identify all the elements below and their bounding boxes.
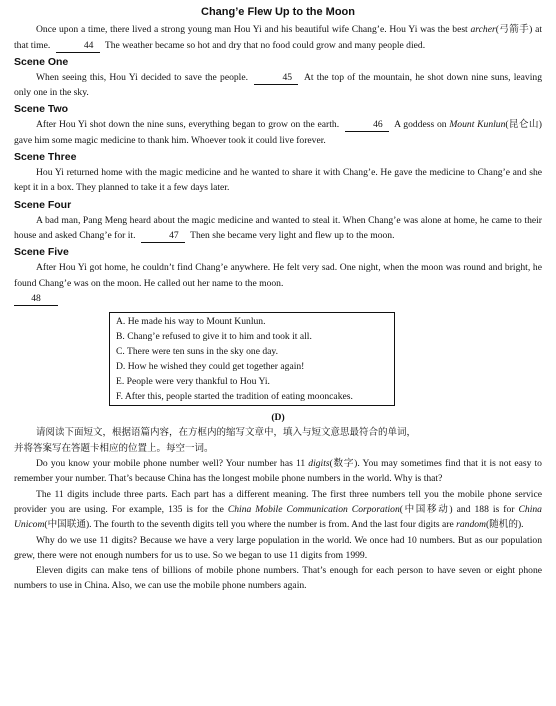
option-e: E. People were very thankful to Hou Yi. bbox=[116, 376, 270, 388]
option-d: D. How he wished they could get together again! bbox=[116, 361, 305, 373]
story-title: Chang’e Flew Up to the Moon bbox=[201, 6, 355, 18]
scene-four-heading: Scene Four bbox=[14, 198, 72, 211]
instruction-line-1: 请阅读下面短文，根据语篇内容，在方框内的缩写文章中，填入与短文意思最符合的单词， bbox=[36, 427, 417, 439]
options-box bbox=[109, 312, 395, 406]
article-p2-italic-random: random bbox=[456, 519, 486, 531]
article-paragraph-4: Eleven digits can make tens of billions of mobile phone numbers. That’s enough for each person to have seven or eight phone numbers to use in China. Also, we can use the mobile phone numbers again. bbox=[14, 565, 542, 592]
scene-one-text-1: When seeing this, Hou Yi decided to save the people. bbox=[36, 71, 249, 83]
option-a: A. He made his way to Mount Kunlun. bbox=[116, 316, 266, 328]
scene-two-text-1: After Hou Yi shot down the nine suns, everything began to grow on the earth. bbox=[36, 119, 340, 131]
answer-blank-46[interactable]: 46 bbox=[345, 119, 389, 132]
article-paragraph-3: Why do we use 11 digits? Because we have a very large population in the world. We once had 10 numbers. But as our population grew, there were not enough numbers for us to use. So we began to use 11 digits from 1999. bbox=[14, 534, 542, 561]
article-p2-italic-china-unicom: China Unicom bbox=[14, 503, 542, 531]
scene-four-text-2: Then she became very light and flew up to the moon. bbox=[190, 229, 395, 241]
scene-three-paragraph: Hou Yi returned home with the magic medicine and he wanted to share it with Chang’e. He gave the medicine to Chang’e and she kept it in a box. They planned to take it a few days later. bbox=[14, 167, 542, 194]
article-p1-text-b: (数字). You may sometimes find that it is not easy to remember your number. That’s because China has the longest mobile phone numbers in the world. Why is that? bbox=[14, 458, 542, 485]
scene-two-paragraph bbox=[14, 117, 542, 148]
article-p2-text-c: (中国联通). The fourth to the seventh digits tell you where the number is from. And the last four digits are bbox=[44, 519, 457, 531]
intro-italic-archer: archer bbox=[470, 24, 496, 36]
scene-four-text-1: A bad man, Pang Meng heard about the magic medicine and wanted to steal it. When Chang’e was alone at home, he came to their house and asked Chang’e for it. bbox=[14, 214, 542, 241]
scene-five-blank-line bbox=[14, 291, 542, 306]
article-p2-italic-china-mobile: China Mobile Communication Corporation bbox=[227, 503, 400, 515]
article-p2-text-d: (随机的). bbox=[485, 519, 524, 531]
scene-three-heading: Scene Three bbox=[14, 151, 77, 164]
answer-blank-47[interactable]: 47 bbox=[141, 230, 185, 243]
scene-two-text-2: A goddess on bbox=[394, 119, 450, 131]
article-p2-text-a: The 11 digits include three parts. Each part has a different meaning. The first three numbers tell you the mobile phone service provider you are using. For example, 135 is for the bbox=[14, 488, 542, 515]
intro-text-3: The weather became so hot and dry that no food could grow and many people died. bbox=[104, 39, 426, 51]
article-paragraph-1 bbox=[14, 456, 542, 487]
scene-five-heading: Scene Five bbox=[14, 246, 69, 259]
intro-text-1: Once upon a time, there lived a strong young man Hou Yi and his beautiful wife Chang’e. Hou Yi was the best bbox=[36, 24, 471, 36]
intro-paragraph bbox=[14, 22, 542, 53]
intro-text-2: (弓箭手) at that time. bbox=[14, 24, 542, 51]
answer-blank-45[interactable]: 45 bbox=[254, 72, 298, 85]
article-paragraph-2 bbox=[14, 487, 542, 533]
answer-blank-48[interactable]: 48 bbox=[14, 293, 58, 306]
article-p1-italic-digits: digits bbox=[308, 458, 330, 470]
instruction-line-2: 并将答案写在答题卡相应的位置上。每空一词。 bbox=[14, 442, 214, 454]
scene-five-paragraph bbox=[14, 260, 542, 291]
option-c: C. There were ten suns in the sky one day. bbox=[116, 346, 278, 358]
article-p1-text-a: Do you know your mobile phone number well? Your number has 11 bbox=[36, 458, 309, 470]
option-b: B. Chang’e refused to give it to him and took it all. bbox=[116, 331, 312, 343]
scene-two-heading: Scene Two bbox=[14, 103, 69, 116]
scene-two-italic-kunlun: Mount Kunlun bbox=[449, 119, 506, 131]
scene-five-text-1: After Hou Yi got home, he couldn’t find Chang’e anywhere. He felt very sad. One night, when the moon was round and bright, he found Chang’e was on the moon. He called out her name to the moon. bbox=[14, 262, 542, 289]
option-f: F. After this, people started the tradition of eating mooncakes. bbox=[116, 391, 353, 403]
article-p2-text-b: (中国移动) and 188 is for bbox=[399, 503, 519, 515]
scene-one-heading: Scene One bbox=[14, 55, 69, 68]
scene-four-paragraph bbox=[14, 213, 542, 244]
section-d-label: (D) bbox=[271, 412, 285, 424]
scene-one-paragraph bbox=[14, 70, 542, 101]
answer-blank-44[interactable]: 44 bbox=[56, 40, 100, 53]
scene-one-text-2: At the top of the mountain, he shot down nine suns, leaving only one in the sky. bbox=[14, 71, 542, 99]
scene-two-text-3: (昆仑山) gave him some magic medicine to thank him. Whoever took it could live forever. bbox=[14, 119, 542, 146]
